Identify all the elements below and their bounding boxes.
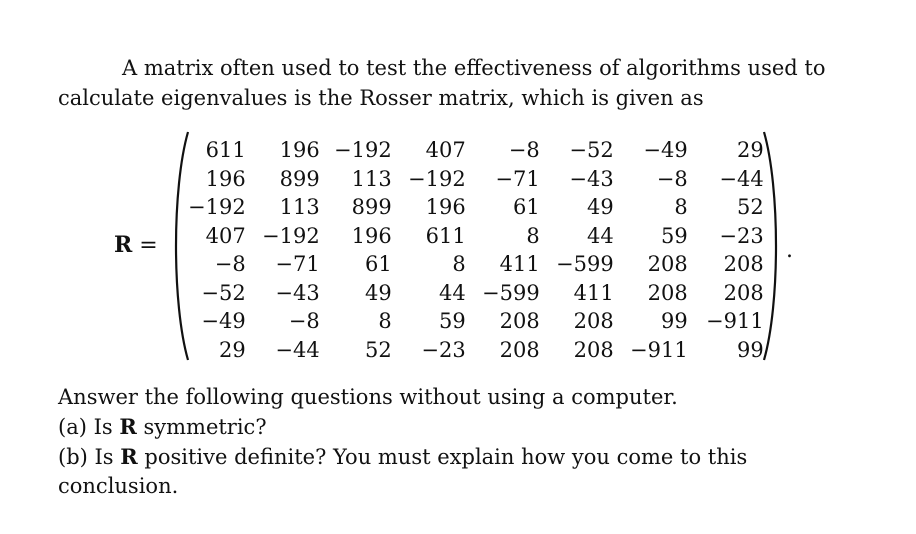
matrix-cell: 407 [205, 223, 246, 248]
matrix-cell: −599 [556, 252, 614, 276]
question-a [58, 412, 858, 442]
matrix-cell: 196 [279, 138, 320, 162]
matrix-cell: −192 [262, 223, 320, 248]
matrix-row [188, 222, 764, 251]
matrix-cell: 411 [573, 280, 614, 305]
matrix-cell: 8 [526, 223, 540, 248]
matrix-cell: −599 [482, 280, 540, 305]
matrix-cell: −8 [656, 166, 688, 191]
matrix-cell: 196 [205, 166, 246, 191]
left-parenthesis [176, 132, 188, 360]
matrix-cell: 208 [647, 252, 688, 276]
matrix-cell: −44 [719, 166, 764, 191]
matrix-cell: −44 [275, 337, 320, 362]
question-a-symbol: R [119, 414, 137, 439]
matrix-cell: 208 [499, 337, 540, 362]
matrix-cell: −49 [643, 138, 688, 162]
right-parenthesis [764, 132, 776, 360]
matrix-cell: −52 [201, 280, 246, 305]
matrix-row [188, 136, 764, 165]
matrix-cell: −8 [214, 252, 246, 276]
question-a-prefix: (a) Is [58, 415, 120, 439]
matrix-cell: 208 [499, 309, 540, 333]
matrix-cell: 113 [351, 166, 392, 191]
matrix-cell: 59 [438, 309, 466, 333]
matrix-cell: 611 [205, 138, 246, 162]
matrix-cell: 52 [364, 337, 392, 362]
matrix-cell: −911 [706, 309, 764, 333]
matrix-cell: 8 [674, 195, 688, 219]
intro-line-1: A matrix often used to test the effectiveness of algorithms used to [122, 56, 826, 80]
matrix-cell: 407 [425, 138, 466, 162]
matrix-cell: 49 [364, 280, 392, 305]
matrix-cell: −23 [421, 337, 466, 362]
intro-line-2: calculate eigenvalues is the Rosser matrix, which is given as [58, 86, 704, 110]
matrix-cell: −192 [334, 138, 392, 162]
intro-paragraph [58, 53, 858, 113]
matrix-cell: 899 [351, 195, 392, 219]
matrix-cell: 899 [279, 166, 320, 191]
matrix-cell: 196 [425, 195, 466, 219]
matrix-cell: 44 [586, 223, 614, 248]
matrix-row [188, 307, 764, 336]
matrix-row [188, 165, 764, 194]
matrix-cell: −8 [508, 138, 540, 162]
matrix-cell: −43 [569, 166, 614, 191]
matrix-cell: 61 [512, 195, 540, 219]
matrix-cell: 411 [499, 252, 540, 276]
matrix-cell: 52 [736, 195, 764, 219]
questions [58, 383, 858, 501]
matrix-cell: 29 [736, 138, 764, 162]
question-a-suffix: symmetric? [136, 415, 267, 439]
matrix-cell: 8 [378, 309, 392, 333]
matrix-cell: 208 [647, 280, 688, 305]
matrix-cell: 208 [573, 337, 614, 362]
matrix-cell: 208 [573, 309, 614, 333]
matrix-cell: −192 [188, 195, 246, 219]
rosser-matrix [188, 136, 764, 364]
matrix-cell: 59 [660, 223, 688, 248]
matrix-row [188, 279, 764, 308]
matrix-cell: −192 [408, 166, 466, 191]
question-b-suffix: positive definite? You must explain how you come to this conclusion. [58, 445, 748, 498]
matrix-cell: −52 [569, 138, 614, 162]
matrix-cell: 61 [364, 252, 392, 276]
matrix-cell: 44 [438, 280, 466, 305]
matrix-cell: 8 [452, 252, 466, 276]
matrix-cell: −43 [275, 280, 320, 305]
questions-intro: Answer the following questions without using a computer. [58, 385, 678, 409]
matrix-cell: 208 [723, 280, 764, 305]
matrix-cell: 208 [723, 252, 764, 276]
matrix-row [188, 250, 764, 279]
matrix-cell: 49 [586, 195, 614, 219]
matrix-period: . [786, 238, 793, 263]
question-b-prefix: (b) Is [58, 445, 121, 469]
matrix-cell: 196 [351, 223, 392, 248]
equals-sign: = [139, 233, 158, 258]
matrix-cell: −911 [630, 337, 688, 362]
matrix-cell: 611 [425, 223, 466, 248]
matrix-cell: 99 [736, 337, 764, 362]
matrix-cell: −49 [201, 309, 246, 333]
matrix-label [114, 232, 158, 258]
matrix-symbol: R [114, 232, 133, 258]
matrix-row [188, 336, 764, 365]
matrix-cell: −71 [495, 166, 540, 191]
matrix-cell: −23 [719, 223, 764, 248]
question-b-symbol: R [120, 444, 138, 469]
matrix-cell: 29 [218, 337, 246, 362]
matrix-cell: 113 [279, 195, 320, 219]
question-b [58, 442, 858, 501]
matrix-cell: −8 [288, 309, 320, 333]
matrix-cell: −71 [275, 252, 320, 276]
matrix-cell: 99 [660, 309, 688, 333]
matrix-row [188, 193, 764, 222]
